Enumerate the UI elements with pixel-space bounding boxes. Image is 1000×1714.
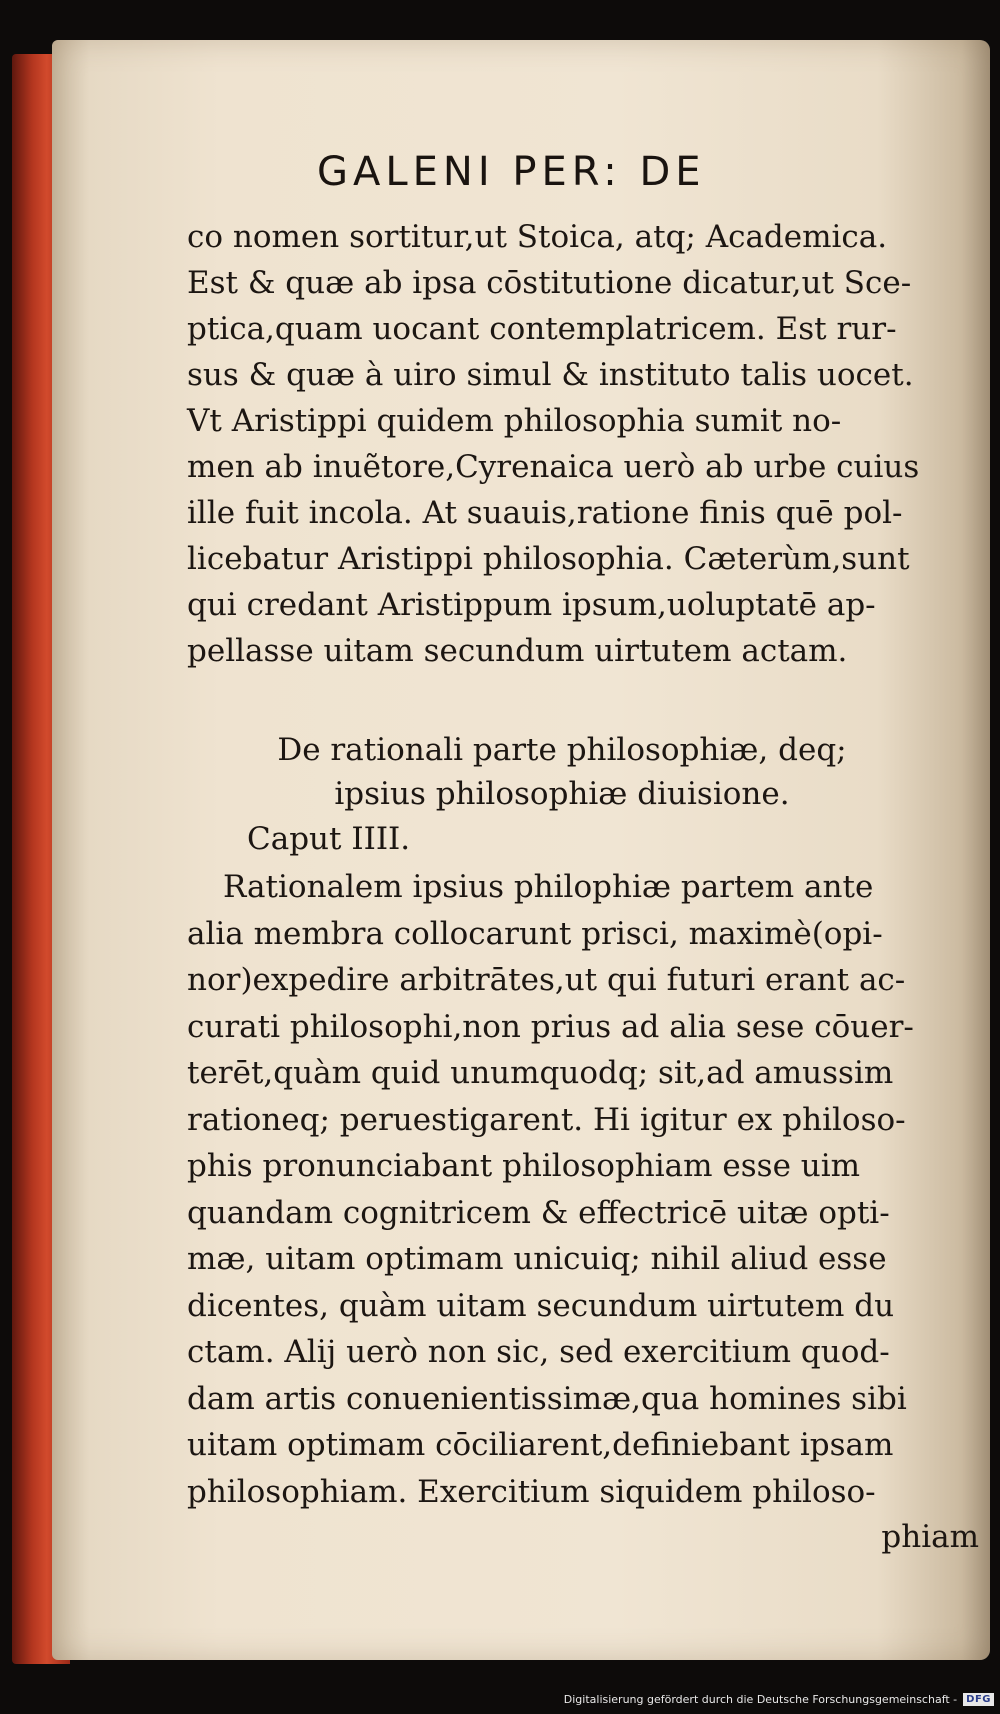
section-heading: [187, 728, 1000, 816]
dfg-logo-icon: DFG: [963, 1693, 994, 1706]
paragraph-2: [187, 864, 1000, 1515]
text-line: Vt Aristippi quidem philosophia sumit no-: [187, 403, 842, 439]
text-line: co nomen sortitur,ut Stoica, atq; Academica.: [187, 219, 888, 255]
text-line: ille fuit incola. At suauis,ratione finis quē pol-: [187, 495, 903, 531]
credit-text: Digitalisierung gefördert durch die Deutsche Forschungsgemeinschaft -: [563, 1692, 958, 1706]
text-line: curati philosophi,non prius ad alia sese cōuer-: [187, 1008, 914, 1045]
paragraph-1: [187, 214, 1000, 674]
text-line: ctam. Alij uerò non sic, sed exercitium quod-: [187, 1334, 890, 1370]
text-line: licebatur Aristippi philosophia. Cæterùm,sunt: [187, 541, 910, 577]
book-page: [52, 40, 990, 1660]
chapter-number: Caput IIII.: [247, 821, 411, 857]
text-line: philosophiam. Exercitium siquidem philoso-: [187, 1473, 876, 1510]
text-line: alia membra collocarunt prisci, maximè(opi-: [187, 915, 883, 952]
page-text-block: [187, 144, 1000, 1559]
text-line: dam artis conuenientissimæ,qua homines sibi: [187, 1380, 907, 1417]
heading-line: De rationali parte philosophiæ, deq;: [277, 732, 847, 768]
text-line: men ab inuẽtore,Cyrenaica uerò ab urbe cuius: [187, 449, 920, 485]
text-line: pellasse uitam secundum uirtutem actam.: [187, 633, 848, 669]
text-line: dicentes, quàm uitam secundum uirtutem du: [187, 1287, 895, 1324]
text-line: phis pronunciabant philosophiam esse uim: [187, 1148, 861, 1184]
text-line: uitam optimam cōciliarent,definiebant ipsam: [187, 1427, 894, 1463]
text-line: qui credant Aristippum ipsum,uoluptatē ap-: [187, 587, 876, 623]
heading-line: ipsius philosophiæ diuisione.: [334, 776, 790, 812]
catchword: phiam: [881, 1519, 979, 1555]
text-line: Est & quæ ab ipsa cōstitutione dicatur,ut Sce-: [187, 265, 912, 301]
running-head: GALENI PER: DE: [317, 149, 706, 195]
text-line: rationeq; peruestigarent. Hi igitur ex philoso-: [187, 1101, 906, 1138]
text-line: terēt,quàm quid unumquodq; sit,ad amussim: [187, 1055, 894, 1091]
text-line: nor)expedire arbitrātes,ut qui futuri erant ac-: [187, 962, 906, 998]
text-line: mæ, uitam optimam unicuiq; nihil aliud esse: [187, 1241, 887, 1277]
text-line: Rationalem ipsius philophiæ partem ante: [223, 869, 874, 905]
text-line: sus & quæ à uiro simul & instituto talis uocet.: [187, 357, 914, 393]
text-line: ptica,quam uocant contemplatricem. Est rur-: [187, 311, 897, 347]
digitization-credit: [564, 1688, 994, 1710]
text-line: quandam cognitricem & effectricē uitæ opti-: [187, 1194, 890, 1231]
